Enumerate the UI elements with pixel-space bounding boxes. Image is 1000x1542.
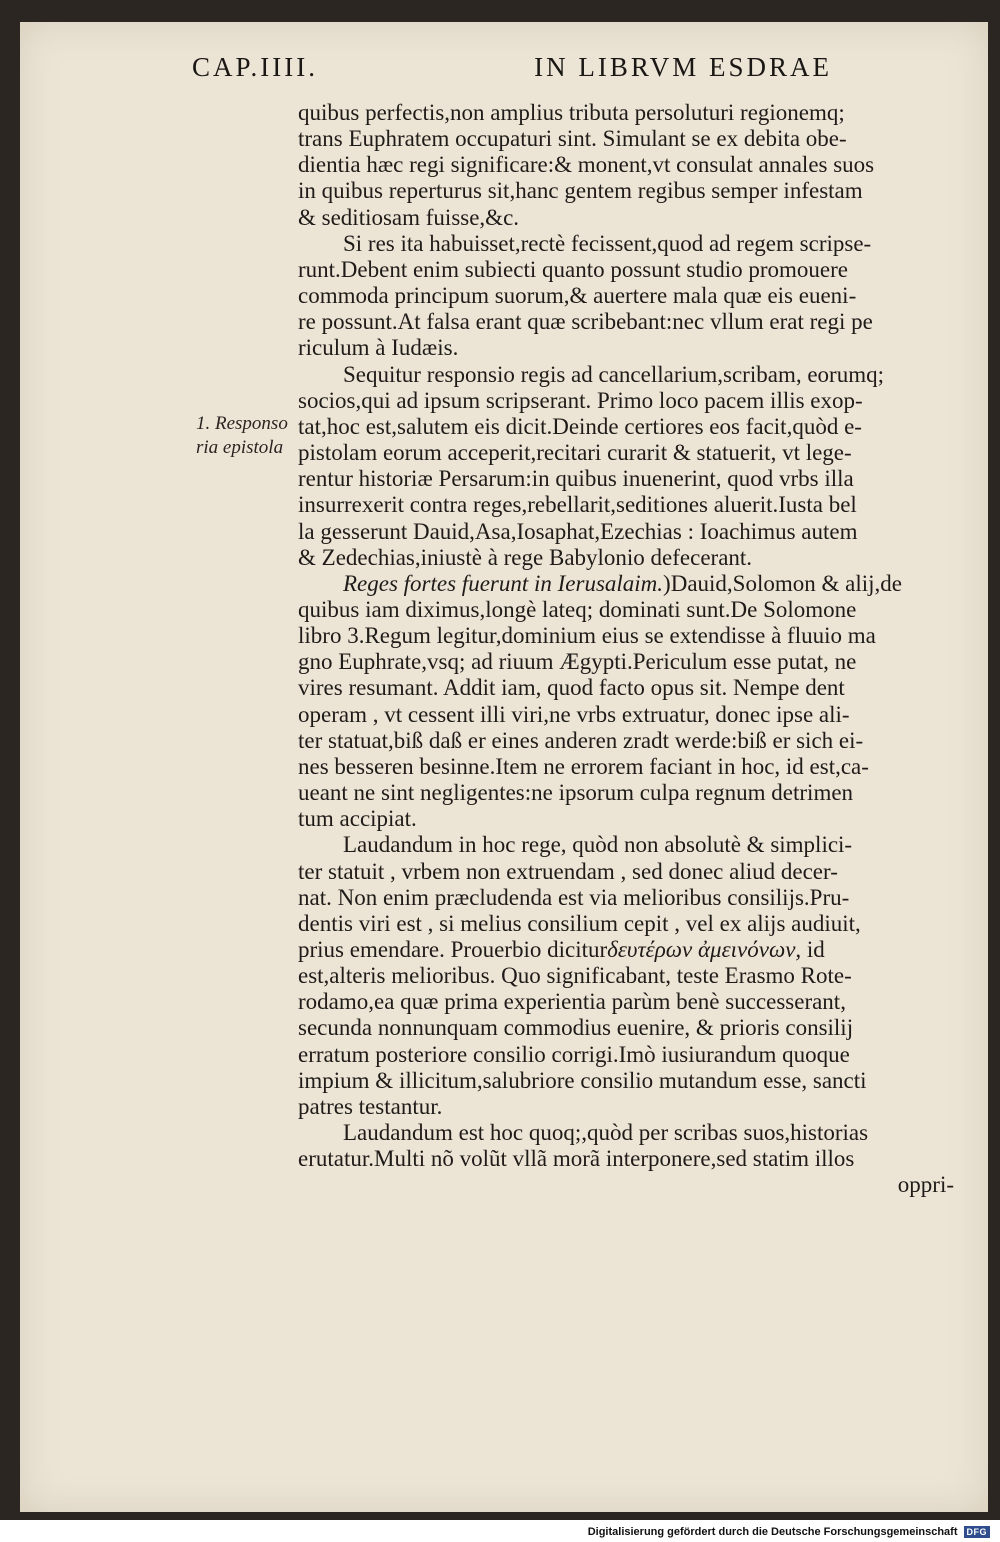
- text-line: re possunt.At falsa erant quæ scribebant:nec vllum erat regi pe: [298, 309, 873, 335]
- book-title: IN LIBRVM ESDRAE: [534, 52, 832, 82]
- digitization-credit: [588, 1526, 990, 1538]
- text-line: quibus iam diximus,longè lateq; dominati sunt.De Solomone: [298, 596, 857, 622]
- text-line: riculum à Iudæis.: [298, 335, 459, 361]
- text-line: Sequitur responsio regis ad cancellarium,scribam, eorumq;: [343, 361, 884, 387]
- text-line: [298, 937, 954, 963]
- text-line: commoda principum suorum,& auertere mala quæ eis eueni-: [298, 283, 857, 309]
- chapter-label: CAP.IIII.: [192, 52, 318, 82]
- text-line: pistolam eorum acceperit,recitari curarit & statuerit, vt lege-: [298, 440, 852, 466]
- margin-note-line: 1. Responso: [196, 413, 288, 434]
- text-line: Laudandum est hoc quoq;,quòd per scribas suos,historias: [343, 1120, 869, 1146]
- text-line: secunda nonnunquam commodius euenire, & prioris consilij: [298, 1015, 854, 1041]
- text-line: in quibus reperturus sit,hanc gentem regibus semper infestam: [298, 178, 863, 204]
- text-line: rodamo,ea quæ prima experientia parùm benè successerant,: [298, 989, 846, 1015]
- text-line: Laudandum in hoc rege, quòd non absolutè & simplici-: [343, 832, 853, 858]
- text-line: tat,hoc est,salutem eis dicit.Deinde certiores eos facit,quòd e-: [298, 413, 862, 439]
- text-line: runt.Debent enim subiecti quanto possunt studio promouere: [298, 256, 848, 282]
- text-line: dentis viri est , si melius consilium cepit , vel ex alijs audiuit,: [298, 910, 861, 936]
- running-head: [192, 52, 832, 83]
- text-line: vires resumant. Addit iam, quod facto opus sit. Nempe dent: [298, 675, 845, 701]
- margin-note-line: ria epistola: [196, 437, 284, 458]
- text-line: & Zedechias,iniustè à rege Babylonio defecerant.: [298, 544, 753, 570]
- text-line: la gesserunt Dauid,Asa,Iosaphat,Ezechias : Ioachimus autem: [298, 518, 858, 544]
- text-fragment: )Dauid,Solomon & alij,de: [663, 570, 902, 596]
- text-line: est,alteris melioribus. Quo significabant, teste Erasmo Rote-: [298, 963, 852, 989]
- text-line: [298, 571, 954, 597]
- text-line: insurrexerit contra reges,rebellarit,seditiones aluerit.Iusta bel: [298, 492, 857, 518]
- text-line: erratum posteriore consilio corrigi.Imò iusiurandum quoque: [298, 1041, 850, 1067]
- credit-text: Digitalisierung gefördert durch die Deutsche Forschungsgemeinschaft: [587, 1526, 958, 1538]
- text-line: libro 3.Regum legitur,dominium eius se extendisse à fluuio ma: [298, 623, 876, 649]
- text-line: dientia hæc regi significare:& monent,vt consulat annales suos: [298, 152, 875, 178]
- text-line: tum accipiat.: [298, 806, 417, 832]
- text-line: rentur historiæ Persarum:in quibus inuenerint, quod vrbs illa: [298, 466, 854, 492]
- text-line: nat. Non enim præcludenda est via melioribus consilijs.Pru-: [298, 884, 850, 910]
- greek-proverb: δευτέρων ἀμεινόνων,: [607, 937, 802, 962]
- main-text: [298, 100, 954, 1199]
- text-line: ter statuat,biß daß er eines anderen zradt werde:biß er sich ei-: [298, 727, 864, 753]
- dfg-logo-icon: DFG: [964, 1526, 991, 1538]
- text-line: socios,qui ad ipsum scripserant. Primo loco pacem illis exop-: [298, 387, 863, 413]
- text-line: patres testantur.: [298, 1093, 443, 1119]
- text-line: quibus perfectis,non amplius tributa persoluturi regionemq;: [298, 100, 845, 125]
- catchword: oppri-: [897, 1172, 954, 1198]
- text-line: Si res ita habuisset,rectè fecissent,quod ad regem scripse-: [343, 230, 872, 256]
- text-line: operam , vt cessent illi viri,ne vrbs extruatur, donec ipse ali-: [298, 701, 850, 727]
- text-line: ter statuit , vrbem non extruendam , sed donec aliud decer-: [298, 858, 838, 884]
- text-fragment: prius emendare. Prouerbio dicitur: [298, 937, 608, 962]
- text-line: impium & illicitum,salubriore consilio mutandum esse, sancti: [298, 1067, 867, 1093]
- margin-note: [196, 412, 288, 460]
- text-fragment: id: [801, 937, 825, 962]
- lemma: Reges fortes fuerunt in Ierusalaim.: [343, 570, 664, 596]
- text-line: erutatur.Multi nõ volũt vllã morã interponere,sed statim illos: [298, 1146, 855, 1172]
- text-line: ueant ne sint negligentes:ne ipsorum culpa regnum detrimen: [298, 780, 854, 806]
- text-line: nes besseren besinne.Item ne errorem faciant in hoc, id est,ca-: [298, 753, 869, 779]
- text-line: trans Euphratem occupaturi sint. Simulant se ex debita obe-: [298, 126, 847, 152]
- text-line: & seditiosam fuisse,&c.: [298, 204, 520, 230]
- text-line: gno Euphrate,vsq; ad riuum Ægypti.Periculum esse putat, ne: [298, 649, 857, 675]
